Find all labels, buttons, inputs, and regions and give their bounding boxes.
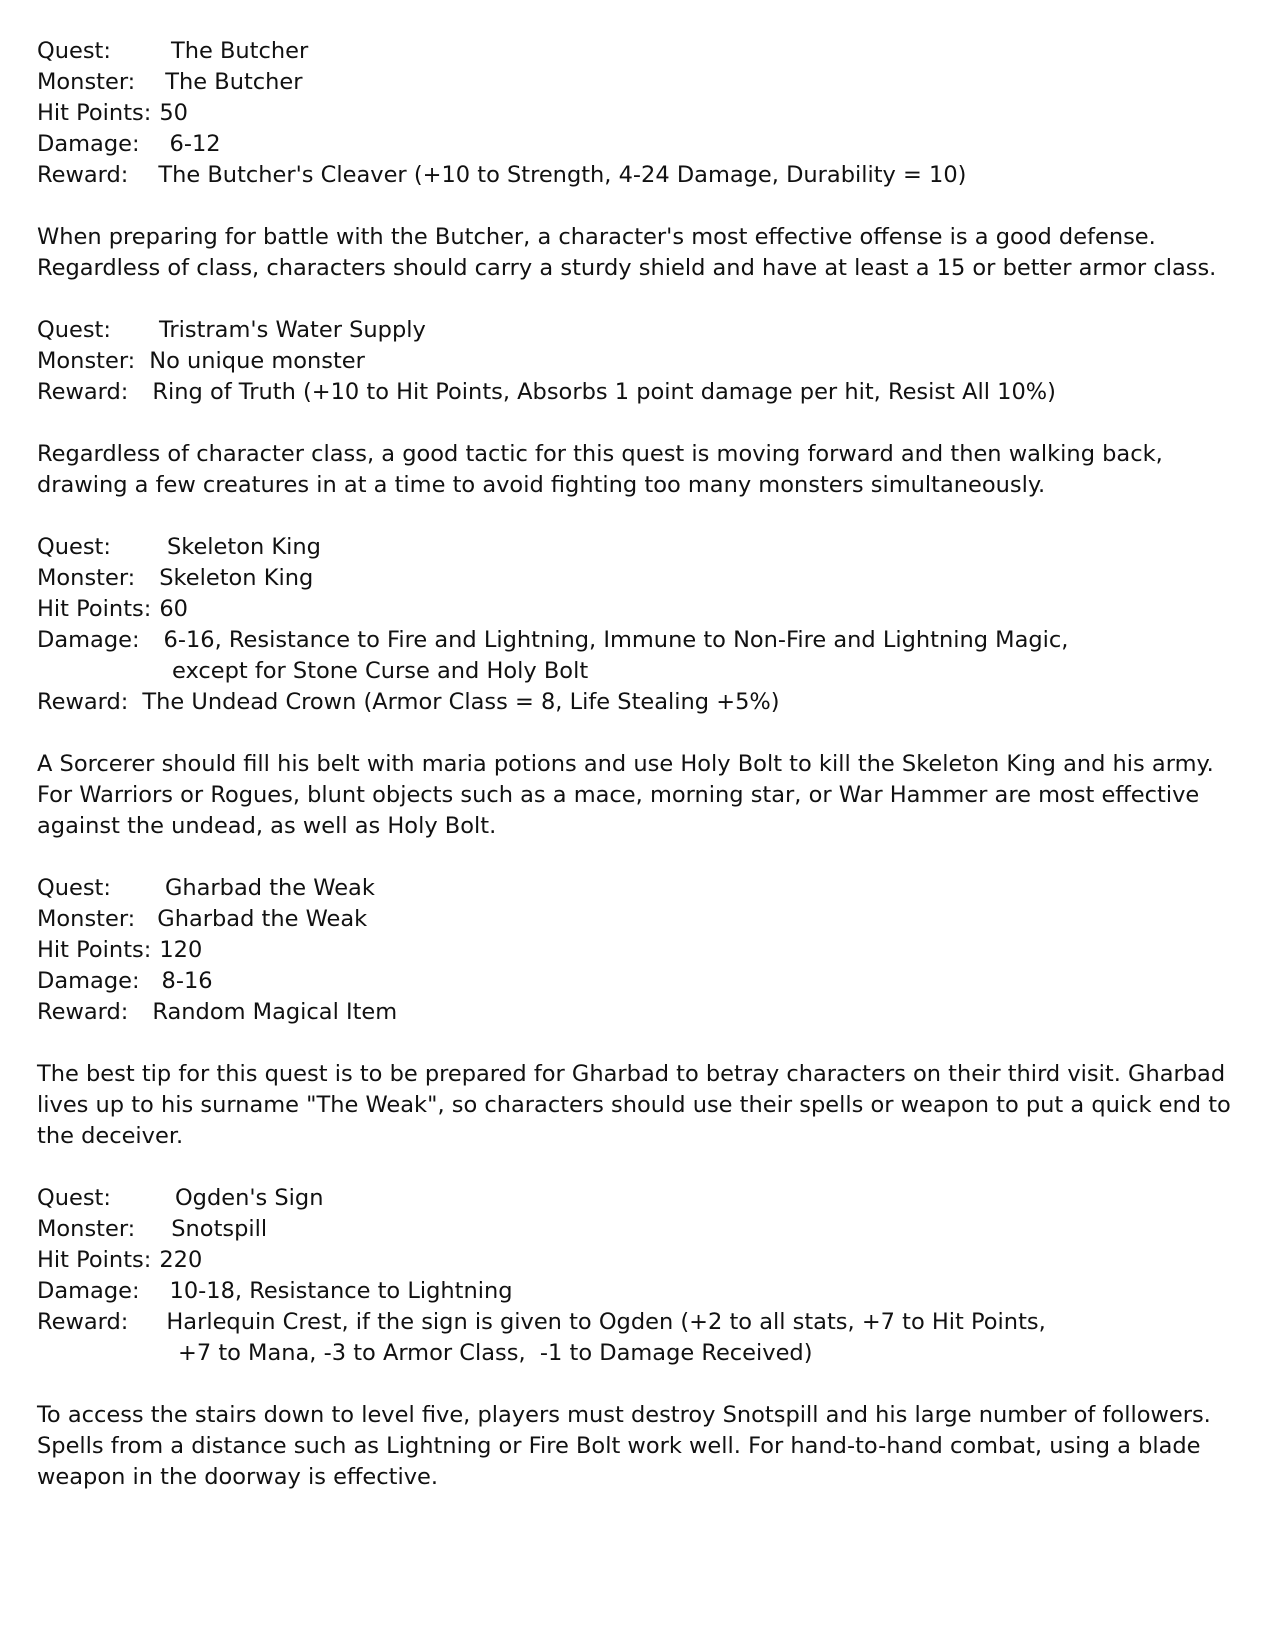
quest-tip-paragraph: A Sorcerer should fill his belt with maria potions and use Holy Bolt to kill the Skeleton King and his army. For Warriors or Rogues, blunt objects such as a mace, morning star, or War Hammer are most effective against the undead, as well as Holy Bolt.: [37, 751, 1214, 839]
field-value: 6-16, Resistance to Fire and Lightning, Immune to Non-Fire and Lightning Magic,: [163, 627, 1069, 653]
field-label: Quest:: [37, 534, 111, 560]
field-label: Monster:: [37, 906, 136, 932]
quest-tip-paragraph: When preparing for battle with the Butcher, a character's most effective offense is a good defense. Regardless of class, characters should carry a sturdy shield and have at least a 15 or better armor class.: [37, 224, 1217, 281]
field-value: Snotspill: [171, 1216, 268, 1242]
field-damage: [37, 1276, 1247, 1307]
field-value: Skeleton King: [166, 534, 321, 560]
field-value: Ogden's Sign: [174, 1185, 324, 1211]
field-label: Damage:: [37, 627, 140, 653]
field-continuation: except for Stone Curse and Holy Bolt: [172, 658, 589, 684]
field-damage: [37, 129, 1247, 160]
field-continuation: +7 to Mana, -3 to Armor Class, -1 to Damage Received): [178, 1340, 813, 1366]
field-label: Reward:: [37, 999, 129, 1025]
field-monster: [37, 67, 1247, 98]
field-damage: [37, 625, 1247, 656]
field-value: The Butcher: [165, 69, 303, 95]
field-label: Damage:: [37, 968, 140, 994]
quest-block: [37, 1183, 1247, 1493]
field-reward: [37, 1307, 1247, 1338]
document-page: [37, 36, 1247, 1524]
field-quest: [37, 315, 1247, 346]
field-label: Damage:: [37, 131, 140, 157]
field-hit-points: [37, 594, 1247, 625]
field-label: Hit Points:: [37, 1247, 152, 1273]
quest-block: [37, 36, 1247, 284]
field-value: The Undead Crown (Armor Class = 8, Life Stealing +5%): [142, 689, 780, 715]
field-label: Quest:: [37, 1185, 111, 1211]
quest-tip-paragraph: The best tip for this quest is to be prepared for Gharbad to betray characters on their third visit. Gharbad lives up to his surname "The Weak", so characters should use their spells or weapon to put a quick end to the deceiver.: [37, 1061, 1231, 1149]
field-value: 6-12: [169, 131, 221, 157]
field-hit-points: [37, 1245, 1247, 1276]
quest-block: [37, 532, 1247, 842]
field-monster: [37, 1214, 1247, 1245]
field-label: Hit Points:: [37, 596, 152, 622]
field-value: Gharbad the Weak: [164, 875, 375, 901]
field-quest: [37, 1183, 1247, 1214]
field-label: Monster:: [37, 1216, 136, 1242]
field-label: Quest:: [37, 317, 111, 343]
field-value: 50: [159, 100, 188, 126]
field-damage: [37, 966, 1247, 997]
field-value: Harlequin Crest, if the sign is given to Ogden (+2 to all stats, +7 to Hit Points,: [166, 1309, 1046, 1335]
field-monster: [37, 563, 1247, 594]
field-quest: [37, 36, 1247, 67]
field-reward: [37, 377, 1247, 408]
field-value: 60: [159, 596, 188, 622]
field-label: Hit Points:: [37, 100, 152, 126]
field-reward: [37, 160, 1247, 191]
quest-block: [37, 873, 1247, 1152]
field-label: Hit Points:: [37, 937, 152, 963]
field-value: Skeleton King: [159, 565, 314, 591]
quest-tip-paragraph: To access the stairs down to level five, players must destroy Snotspill and his large number of followers. Spells from a distance such as Lightning or Fire Bolt work well. For hand-to-hand combat, using a blade weapon in the doorway is effective.: [37, 1402, 1211, 1490]
field-value: 120: [159, 937, 203, 963]
field-value: No unique monster: [149, 348, 365, 374]
field-value: 220: [159, 1247, 203, 1273]
field-label: Reward:: [37, 379, 129, 405]
field-label: Monster:: [37, 565, 136, 591]
field-value: Gharbad the Weak: [157, 906, 368, 932]
field-label: Reward:: [37, 162, 129, 188]
field-value: 8-16: [161, 968, 213, 994]
field-value: Ring of Truth (+10 to Hit Points, Absorbs 1 point damage per hit, Resist All 10%): [152, 379, 1056, 405]
field-label: Quest:: [37, 875, 111, 901]
field-quest: [37, 532, 1247, 563]
quest-tip-paragraph: Regardless of character class, a good tactic for this quest is moving forward and then walking back, drawing a few creatures in at a time to avoid fighting too many monsters simultaneously.: [37, 441, 1163, 498]
field-label: Reward:: [37, 1309, 129, 1335]
field-label: Monster:: [37, 348, 136, 374]
field-value: Tristram's Water Supply: [158, 317, 426, 343]
field-label: Damage:: [37, 1278, 140, 1304]
field-value: The Butcher's Cleaver (+10 to Strength, 4-24 Damage, Durability = 10): [158, 162, 967, 188]
field-label: Monster:: [37, 69, 136, 95]
field-value: The Butcher: [170, 38, 309, 64]
field-label: Quest:: [37, 38, 111, 64]
field-reward: [37, 997, 1247, 1028]
field-value: 10-18, Resistance to Lightning: [169, 1278, 513, 1304]
field-reward: [37, 687, 1247, 718]
field-quest: [37, 873, 1247, 904]
field-monster: [37, 346, 1247, 377]
field-label: Reward:: [37, 689, 129, 715]
field-monster: [37, 904, 1247, 935]
field-hit-points: [37, 98, 1247, 129]
quest-block: [37, 315, 1247, 501]
field-hit-points: [37, 935, 1247, 966]
field-value: Random Magical Item: [152, 999, 398, 1025]
